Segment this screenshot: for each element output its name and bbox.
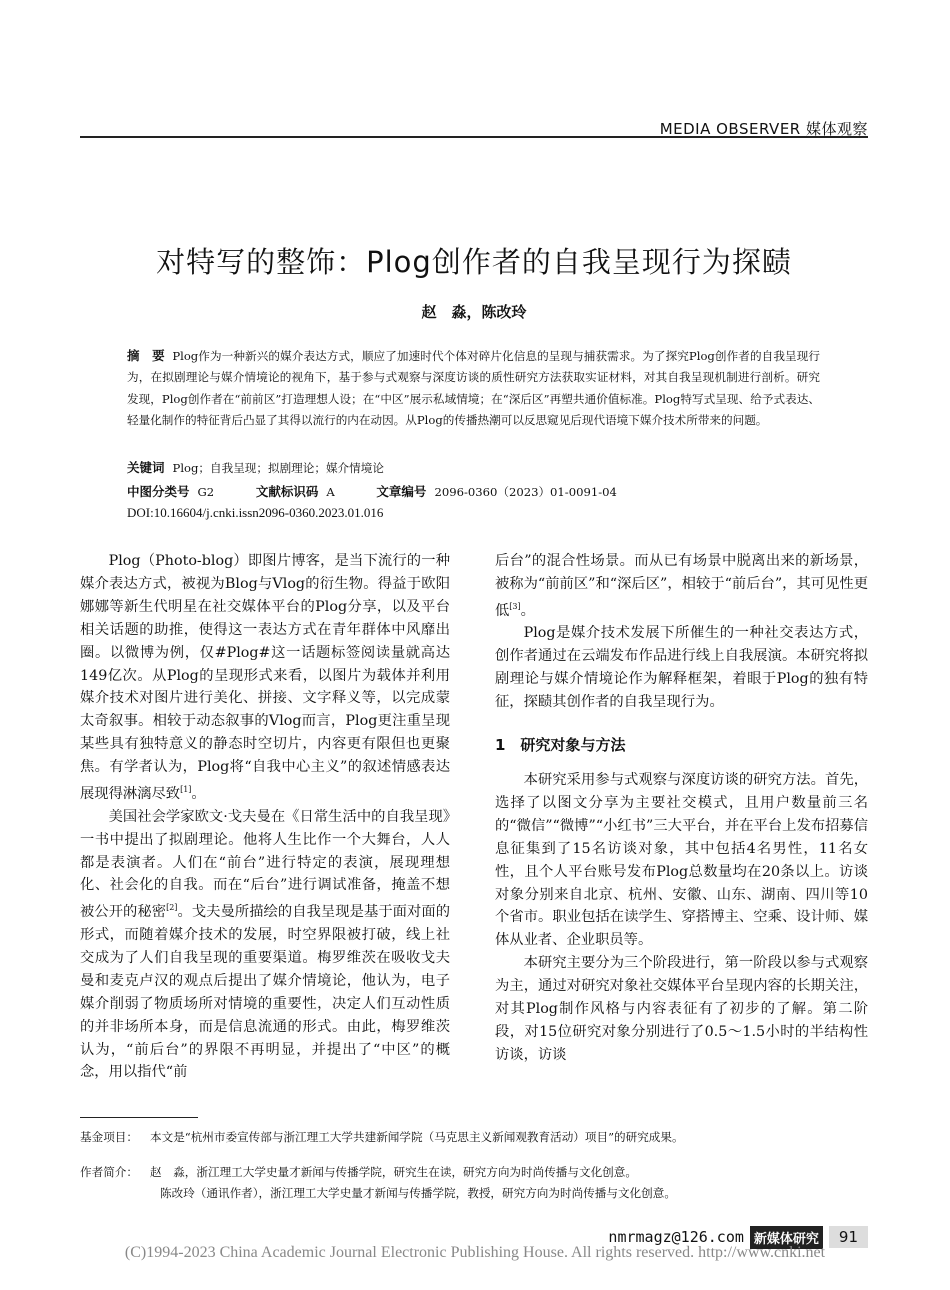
body-paragraph: 美国社会学家欧文·戈夫曼在《日常生活中的自我呈现》一书中提出了拟剧理论。他将人生比作一个大舞台，人人都是表演者。人们在“前台”进行特定的表演，展现理想化、社会化的自我。而在“后台”进行调试准备，掩盖不想被公开的秘密[2]。戈夫曼所描绘的自我呈现是基于面对面的形式，而随着媒介技术的发展，时空界限被打破，线上社交成为了人们自我呈现的重要渠道。梅罗维茨在吸收戈夫曼和麦克卢汉的观点后提出了媒介情境论，他认为，电子媒介削弱了物质场所对情境的重要性，决定人们互动性质的并非场所本身，而是信息流通的形式。由此，梅罗维茨认为，“前后台”的界限不再明显，并提出了“中区”的概念，用以指代“前 [80,808,450,1081]
footnote-rule [80,1117,198,1118]
keywords-label: 关键词 [127,460,165,475]
abstract-label: 摘 要 [127,348,165,363]
body-paragraph: 本研究主要分为三个阶段进行，第一阶段以参与式观察为主，通过对研究对象社交媒体平台呈现内容的长期关注，对其Plog制作风格与内容表征有了初步的了解。第二阶段，对15位研究对象分别进行了0.5～1.5小时的半结构性访谈，访谈 [495,955,868,1063]
fund-note [80,1127,868,1148]
article-title: 对特写的整饰：Plog创作者的自我呈现行为探赜 [156,245,792,279]
section-heading: 1 研究对象与方法 [495,736,626,755]
article-number-label: 文章编号 [376,484,427,499]
keywords-value: Plog；自我呈现；拟剧理论；媒介情境论 [172,461,384,475]
author-note [80,1162,868,1204]
keywords [127,458,422,476]
page-number: 91 [829,1226,868,1248]
fund-label: 基金项目： [80,1130,138,1144]
abstract-text: Plog作为一种新兴的媒介表达方式，顺应了加速时代个体对碎片化信息的呈现与捕获需求。为了探究Plog创作者的自我呈现行为，在拟剧理论与媒介情境论的视角下，基于参与式观察与深度访谈的质性研究方法获取实证材料，对其自我呈现机制进行剖析。研究发现，Plog创作者在“前前区”打造理想人设；在“中区”展示私域情境；在“深后区”再塑共通价值标准。Plog特写式呈现、给予式表达、轻量化制作的特征背后凸显了其得以流行的内在动因。从Plog的传播热潮可以反思窥见后现代语境下媒介技术所带来的问题。 [127,349,820,428]
author-2: 陈改玲（通讯作者），浙江理工大学史量才新闻与传播学院，教授，研究方向为时尚传播与文化创意。 [160,1186,676,1200]
journal-name: 新媒体研究 [750,1226,823,1249]
doi: DOI:10.16604/j.cnki.issn2096-0360.2023.01.016 [127,505,384,520]
citation-ref: [1] [180,785,192,795]
body-paragraph: 后台”的混合性场景。而从已有场景中脱离出来的新场景，被称为“前前区”和“深后区”，相较于“前后台”，其可见性更低[3]。 [495,553,868,619]
fund-text: 本文是“杭州市委宣传部与浙江理工大学共建新闻学院（马克思主义新闻观教育活动）项目”的研究成果。 [150,1130,684,1144]
header-rule [80,136,868,138]
running-header: MEDIA OBSERVER 媒体观察 [659,120,868,138]
doc-code-label: 文献标识码 [255,484,319,499]
author-1: 赵 淼，浙江理工大学史量才新闻与传播学院，研究生在读，研究方向为时尚传播与文化创意。 [150,1165,637,1179]
body-paragraph: Plog是媒介技术发展下所催生的一种社交表达方式，创作者通过在云端发布作品进行线上自我展演。本研究将拟剧理论与媒介情境论作为解释框架，着眼于Plog的独有特征，探赜其创作者的自我呈现行为。 [495,625,868,711]
body-paragraph: 本研究采用参与式观察与深度访谈的研究方法。首先，选择了以图文分享为主要社交模式，且用户数量前三名的“微信”“微博”“小红书”三大平台，并在平台上发布招募信息征集到了15名访谈对象，其中包括4名男性，11名女性，且个人平台账号发布Plog总数量均在20条以上。访谈对象分别来自北京、杭州、安徽、山东、湖南、四川等10个省市。职业包括在读学生、穿搭博主、空乘、设计师、媒体从业者、企业职员等。 [495,772,868,949]
cnki-watermark: (C)1994-2023 China Academic Journal Electronic Publishing House. All rights reserved. http://www.cnki.net [124,1244,826,1261]
clc-value: G2 [197,485,215,499]
abstract [127,345,820,432]
article-number-value: 2096-0360（2023）01-0091-04 [434,485,617,499]
classification-line [127,482,655,500]
contact-email: nmrmagz@126.com [608,1228,744,1246]
body-column-right [495,550,868,1067]
author-label: 作者简介： [80,1165,138,1179]
body-paragraph: Plog（Photo-blog）即图片博客，是当下流行的一种媒介表达方式，被视为Blog与Vlog的衍生物。得益于欧阳娜娜等新生代明星在社交媒体平台的Plog分享，以及平台相关话题的助推，使得这一表达方式在青年群体中风靡出圈。以微博为例，仅#Plog#这一话题标签阅读量就高达149亿次。从Plog的呈现形式来看，以图片为载体并利用媒介技术对图片进行美化、拼接、文字释义等，以完成蒙太奇叙事。相较于动态叙事的Vlog而言，Plog更注重呈现某些具有独特意义的静态时空切片，内容更有限但也更聚焦。有学者认为，Plog将“自我中心主义”的叙述情感表达展现得淋漓尽致[1]。 [80,553,450,802]
clc-label: 中图分类号 [127,484,190,499]
doc-code-value: A [326,485,335,499]
body-column-left [80,550,450,1084]
citation-ref: [3] [509,601,521,611]
article-authors: 赵 淼，陈改玲 [421,303,527,321]
citation-ref: [2] [166,903,178,913]
